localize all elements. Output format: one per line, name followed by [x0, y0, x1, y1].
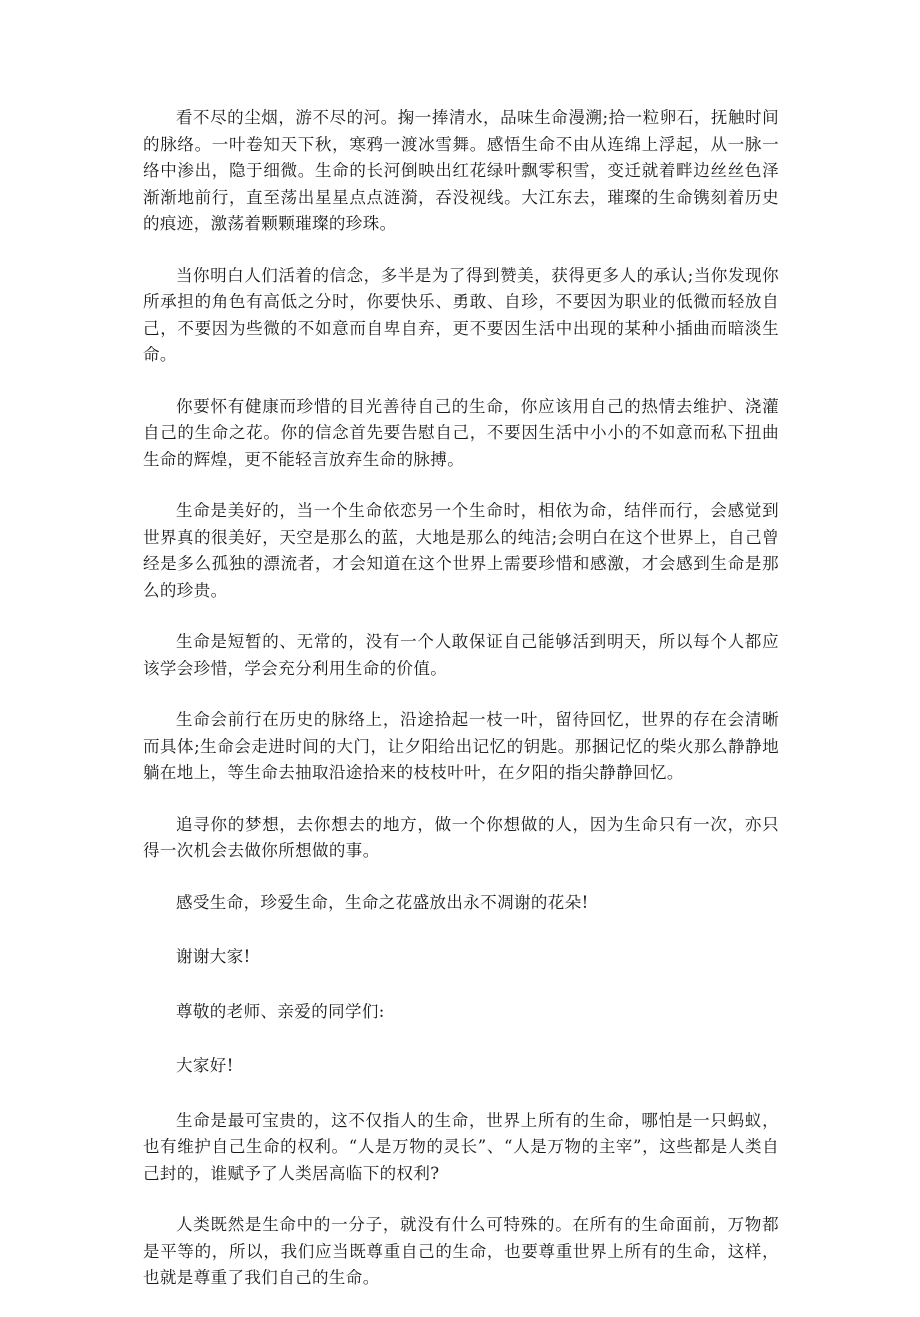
paragraph: 生命会前行在历史的脉络上，沿途拾起一枝一叶，留待回忆，世界的存在会清晰而具体;生命会走进时间的大门，让夕阳给出记忆的钥匙。那捆记忆的柴火那么静静地躺在地上，等生命去抽取沿途拾来的枝枝叶叶，在夕阳的指尖静静回忆。 [143, 710, 779, 782]
document-body [143, 105, 779, 1317]
paragraph: 你要怀有健康而珍惜的目光善待自己的生命，你应该用自己的热情去维护、浇灌自己的生命之花。你的信念首先要告慰自己，不要因生活中小小的不如意而私下扭曲生命的辉煌，更不能轻言放弃生命的脉搏。 [143, 396, 779, 469]
paragraph: 生命是最可宝贵的，这不仅指人的生命，世界上所有的生命，哪怕是一只蚂蚁，也有维护自己生命的权利。“人是万物的灵长”、“人是万物的主宰”，这些都是人类自己封的，谁赋予了人类居高临下的权利? [143, 1110, 779, 1183]
closing-thanks: 谢谢大家! [176, 947, 251, 966]
paragraph: 看不尽的尘烟，游不尽的河。掬一捧清水，品味生命漫溯;拾一粒卵石，抚触时间的脉络。一叶卷知天下秋，寒鸦一渡冰雪舞。感悟生命不由从连绵上浮起，从一脉一络中渗出，隐于细微。生命的长河倒映出红花绿叶飘零积雪，变迁就着畔边丝丝色泽渐渐地前行，直至荡出星星点点涟漪，吞没视线。大江东去，璀璨的生命镌刻着历史的痕迹，激荡着颗颗璀璨的珍珠。 [143, 108, 779, 233]
paragraph: 人类既然是生命中的一分子，就没有什么可特殊的。在所有的生命面前，万物都是平等的，所以，我们应当既尊重自己的生命，也要尊重世界上所有的生命，这样，也就是尊重了我们自己的生命。 [143, 1215, 779, 1287]
salutation: 尊敬的老师、亲爱的同学们: [176, 1001, 385, 1021]
paragraph: 追寻你的梦想，去你想去的地方，做一个你想做的人，因为生命只有一次，亦只得一次机会去做你所想做的事。 [143, 814, 779, 860]
greeting: 大家好! [176, 1056, 234, 1075]
paragraph: 生命是美好的，当一个生命依恋另一个生命时，相依为命，结伴而行，会感觉到世界真的很美好，天空是那么的蓝，大地是那么的纯洁;会明白在这个世界上，自己曾经是多么孤独的漂流者，才会知道在这个世界上需要珍惜和感激，才会感到生命是那么的珍贵。 [143, 501, 779, 600]
paragraph: 当你明白人们活着的信念，多半是为了得到赞美，获得更多人的承认;当你发现你所承担的角色有高低之分时，你要快乐、勇敢、自珍，不要因为职业的低微而轻放自己，不要因为些微的不如意而自卑自弃，更不要因生活中出现的某种小插曲而暗淡生命。 [143, 265, 779, 364]
paragraph: 感受生命，珍爱生命，生命之花盛放出永不凋谢的花朵! [176, 892, 589, 912]
paragraph: 生命是短暂的、无常的，没有一个人敢保证自己能够活到明天，所以每个人都应该学会珍惜，学会充分利用生命的价值。 [143, 632, 779, 678]
